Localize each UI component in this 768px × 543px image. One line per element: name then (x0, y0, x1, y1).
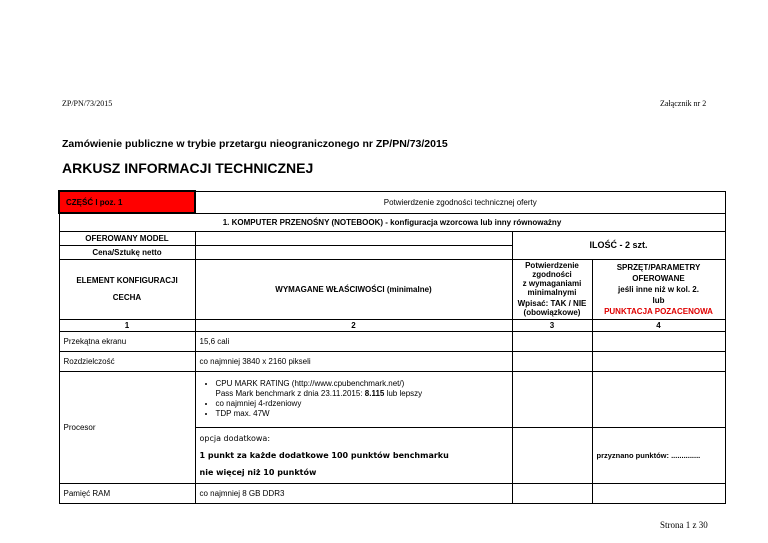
cpu-confirm-cell[interactable] (512, 371, 592, 427)
part-label: CZĘŚĆ I poz. 1 (59, 191, 195, 213)
screen-offered-cell[interactable] (592, 331, 725, 351)
resolution-confirm-cell[interactable] (512, 351, 592, 371)
ram-value: co najmniej 8 GB DDR3 (195, 483, 512, 503)
col-number-3: 3 (512, 319, 592, 331)
document-reference: ZP/PN/73/2015 (62, 99, 113, 108)
model-value[interactable] (195, 231, 512, 245)
resolution-label: Rozdzielczość (59, 351, 195, 371)
confirm-line: Wpisać: TAK / NIE (517, 299, 587, 308)
cpu-requirements (195, 371, 512, 427)
option-rule: 1 punkt za każde dodatkowe 100 punktów benchmarku (199, 450, 449, 460)
offered-line: OFEROWANE (632, 273, 685, 283)
confirm-line: z wymaganiami (522, 279, 582, 288)
table-row (59, 351, 725, 371)
section-row (59, 213, 725, 231)
screen-value: 15,6 cali (195, 331, 512, 351)
confirm-line: (obowiązkowe) (523, 308, 581, 317)
column-header-row (59, 259, 725, 319)
required-header: WYMAGANE WŁAŚCIWOŚCI (minimalne) (195, 259, 512, 319)
cpu-offered-cell[interactable] (592, 371, 725, 427)
confirm-line: zgodności (532, 270, 572, 279)
option-heading: opcja dodatkowa: (199, 433, 271, 443)
cpu-benchmark-score: 8.115 (364, 389, 385, 398)
element-header: ELEMENT KONFIGURACJI (76, 276, 178, 285)
list-item: • TDP max. 47W (216, 409, 508, 419)
part-row (59, 191, 725, 213)
ram-confirm-cell[interactable] (512, 483, 592, 503)
cpu-benchmark-text: Pass Mark benchmark z dnia 23.11.2015: (215, 389, 365, 398)
confirm-column-header (512, 259, 592, 319)
ram-offered-cell[interactable] (592, 483, 725, 503)
table-row (59, 371, 725, 427)
cpu-option (195, 427, 512, 483)
cpu-benchmark-source: CPU MARK RATING (http://www.cpubenchmark.net/) (215, 379, 405, 388)
ram-label: Pamięć RAM (59, 483, 195, 503)
table-row (59, 483, 725, 503)
scoring-label: PUNKTACJA POZACENOWA (604, 306, 713, 316)
cpu-benchmark-suffix: lub lepszy (384, 389, 423, 398)
price-value[interactable] (195, 245, 512, 259)
offered-line: jeśli inne niż w kol. 2. (618, 284, 699, 294)
resolution-value: co najmniej 3840 x 2160 pikseli (195, 351, 512, 371)
cpu-label: Procesor (59, 371, 195, 483)
model-row (59, 231, 725, 245)
option-limit: nie więcej niż 10 punktów (199, 467, 317, 477)
resolution-offered-cell[interactable] (592, 351, 725, 371)
attachment-number: Załącznik nr 2 (660, 99, 707, 108)
list-item: • co najmniej 4-rdzeniowy (216, 399, 508, 409)
offered-line: lub (652, 295, 665, 305)
sheet-title: ARKUSZ INFORMACJI TECHNICZNEJ (62, 160, 314, 176)
page-number: Strona 1 z 30 (660, 520, 708, 530)
quantity-label: ILOŚĆ - 2 szt. (512, 231, 725, 259)
element-feature-header (59, 259, 195, 319)
offered-line: SPRZĘT/PARAMETRY (616, 262, 701, 272)
cpu-option-confirm-cell[interactable] (512, 427, 592, 483)
table-row (59, 331, 725, 351)
order-title: Zamówienie publiczne w trybie przetargu nieograniczonego nr ZP/PN/73/2015 (62, 138, 448, 150)
screen-label: Przekątna ekranu (59, 331, 195, 351)
list-item (216, 379, 508, 399)
price-label: Cena/Sztukę netto (59, 245, 195, 259)
confirm-line: Potwierdzenie (525, 261, 579, 270)
col-number-4: 4 (592, 319, 725, 331)
model-label: OFEROWANY MODEL (59, 231, 195, 245)
confirm-heading: Potwierdzenie zgodności technicznej oferty (195, 191, 725, 213)
screen-confirm-cell[interactable] (512, 331, 592, 351)
section-title: 1. KOMPUTER PRZENOŚNY (NOTEBOOK) - konfiguracja wzorcowa lub inny równoważny (59, 213, 725, 231)
col-number-2: 2 (195, 319, 512, 331)
confirm-line: minimalnymi (527, 288, 577, 297)
cpu-requirement-list (200, 379, 508, 419)
column-number-row (59, 319, 725, 331)
offered-column-header (592, 259, 725, 319)
feature-header: CECHA (112, 293, 142, 302)
col-number-1: 1 (59, 319, 195, 331)
technical-spec-table (58, 190, 726, 504)
points-awarded[interactable]: przyznano punktów: .............. (592, 427, 725, 483)
